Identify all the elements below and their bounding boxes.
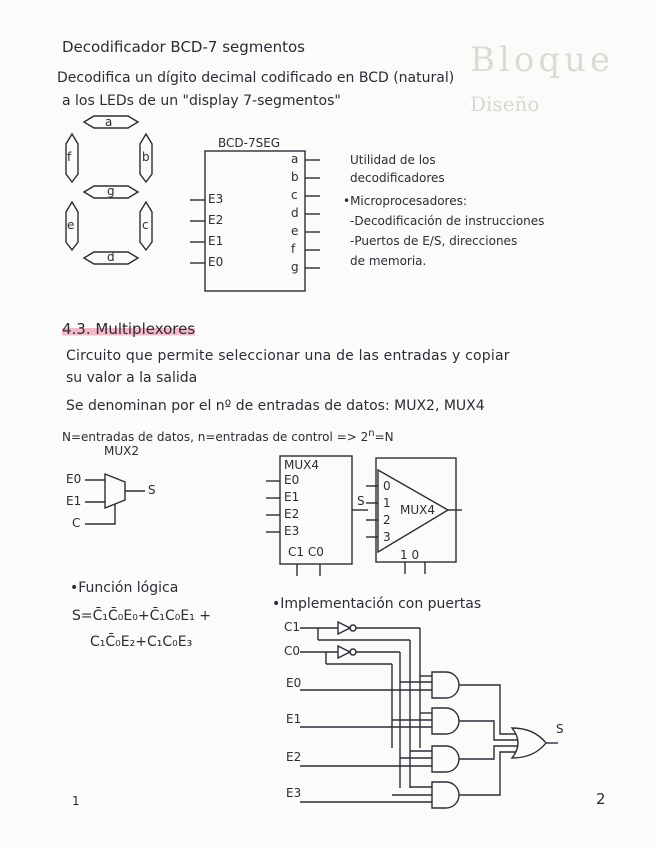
logic-function-line-1: S=C̄₁C̄₀E₀+C̄₁C₀E₁ +: [72, 608, 211, 624]
mux-definition-2: su valor a la salida: [66, 370, 198, 386]
utility-heading-2: decodificadores: [350, 171, 445, 185]
bcd-output-f: f: [291, 242, 296, 256]
mux2-control: C: [72, 516, 81, 530]
formula-text: N=entradas de datos, n=entradas de control => 2: [62, 430, 369, 444]
impl-output-s: S: [556, 722, 564, 736]
utility-heading-1: Utilidad de los: [350, 153, 436, 167]
logic-function-heading: •Función lógica: [70, 580, 179, 596]
utility-item-3: de memoria.: [350, 254, 427, 268]
logic-function-line-2: C₁C̄₀E₂+C₁C₀E₃: [90, 634, 193, 650]
utility-item-1: -Decodificación de instrucciones: [350, 214, 545, 228]
mux2-title: MUX2: [104, 444, 139, 458]
bcd-input-e3: E3: [208, 192, 224, 206]
mux4-input-e3: E3: [284, 524, 300, 538]
bcd-input-e1: E1: [208, 234, 224, 248]
mux2-output: S: [148, 483, 156, 497]
mux4-trap-in2: 2: [383, 513, 391, 527]
mux2-input-e0: E0: [66, 472, 82, 486]
mux4-input-e1: E1: [284, 490, 300, 504]
segment-f-label: f: [67, 150, 72, 164]
impl-input-e0: E0: [286, 676, 302, 690]
mux4-controls: C1 C0: [288, 545, 324, 559]
bleed-through-text: Bloque: [470, 40, 615, 80]
page-number: 2: [596, 790, 606, 808]
impl-input-c1: C1: [284, 620, 301, 634]
mux4-trap-in1: 1: [383, 496, 391, 510]
mux-heading-text: 4.3. Multiplexores: [62, 320, 196, 338]
utility-item-2: -Puertos de E/S, direcciones: [350, 234, 518, 248]
bcd-input-e2: E2: [208, 213, 224, 227]
segment-g-label: g: [107, 184, 115, 198]
bcd-input-e0: E0: [208, 255, 224, 269]
mux2-shape: [105, 474, 125, 508]
formula-end: =N: [374, 430, 394, 444]
margin-mark: 1: [72, 794, 80, 808]
segment-b-label: b: [142, 150, 150, 164]
mux-definition-1: Circuito que permite seleccionar una de las entradas y copiar: [66, 348, 510, 364]
formula-exponent: n: [368, 428, 375, 439]
and-gate-3: [432, 746, 459, 772]
mux4-trap-controls: 1 0: [400, 548, 420, 562]
implementation-heading: •Implementación con puertas: [272, 596, 482, 612]
mux4-output: S: [357, 494, 365, 508]
bcd-output-c: c: [291, 188, 298, 202]
impl-input-e2: E2: [286, 750, 302, 764]
bcd-block-title: BCD-7SEG: [218, 136, 281, 150]
segment-d-label: d: [107, 250, 115, 264]
and-gate-4: [432, 782, 459, 808]
intro-line-1: Decodifica un dígito decimal codificado en BCD (natural): [57, 70, 455, 86]
bcd-output-g: g: [291, 260, 299, 274]
mux-naming: Se denominan por el nº de entradas de datos: MUX2, MUX4: [66, 398, 485, 414]
bcd-output-b: b: [291, 170, 299, 184]
bcd-output-e: e: [291, 224, 299, 238]
segment-c-label: c: [142, 218, 149, 232]
mux4-trap-label: MUX4: [400, 503, 435, 517]
mux4-input-e0: E0: [284, 473, 300, 487]
mux4-trap-in3: 3: [383, 530, 391, 544]
impl-input-c0: C0: [284, 644, 301, 658]
mux-section-heading: [62, 320, 195, 338]
bcd-output-a: a: [291, 152, 299, 166]
utility-bullet-1: •Microprocesadores:: [343, 194, 467, 208]
impl-input-e1: E1: [286, 712, 302, 726]
impl-input-e3: E3: [286, 786, 302, 800]
and-gate-1: [432, 672, 459, 698]
bleed-through-text-2: Diseño: [470, 92, 540, 116]
and-gate-2: [432, 708, 459, 734]
bcd-output-d: d: [291, 206, 299, 220]
mux4-input-e2: E2: [284, 507, 300, 521]
intro-line-2: a los LEDs de un "display 7-segmentos": [62, 93, 341, 109]
or-gate: [512, 728, 546, 758]
mux-formula: [62, 428, 394, 444]
mux2-input-e1: E1: [66, 494, 82, 508]
segment-e-label: e: [67, 218, 75, 232]
segment-a-label: a: [105, 115, 113, 129]
mux4-title: MUX4: [284, 458, 319, 472]
mux4-trap-in0: 0: [383, 479, 391, 493]
page-title: Decodificador BCD-7 segmentos: [62, 38, 305, 56]
